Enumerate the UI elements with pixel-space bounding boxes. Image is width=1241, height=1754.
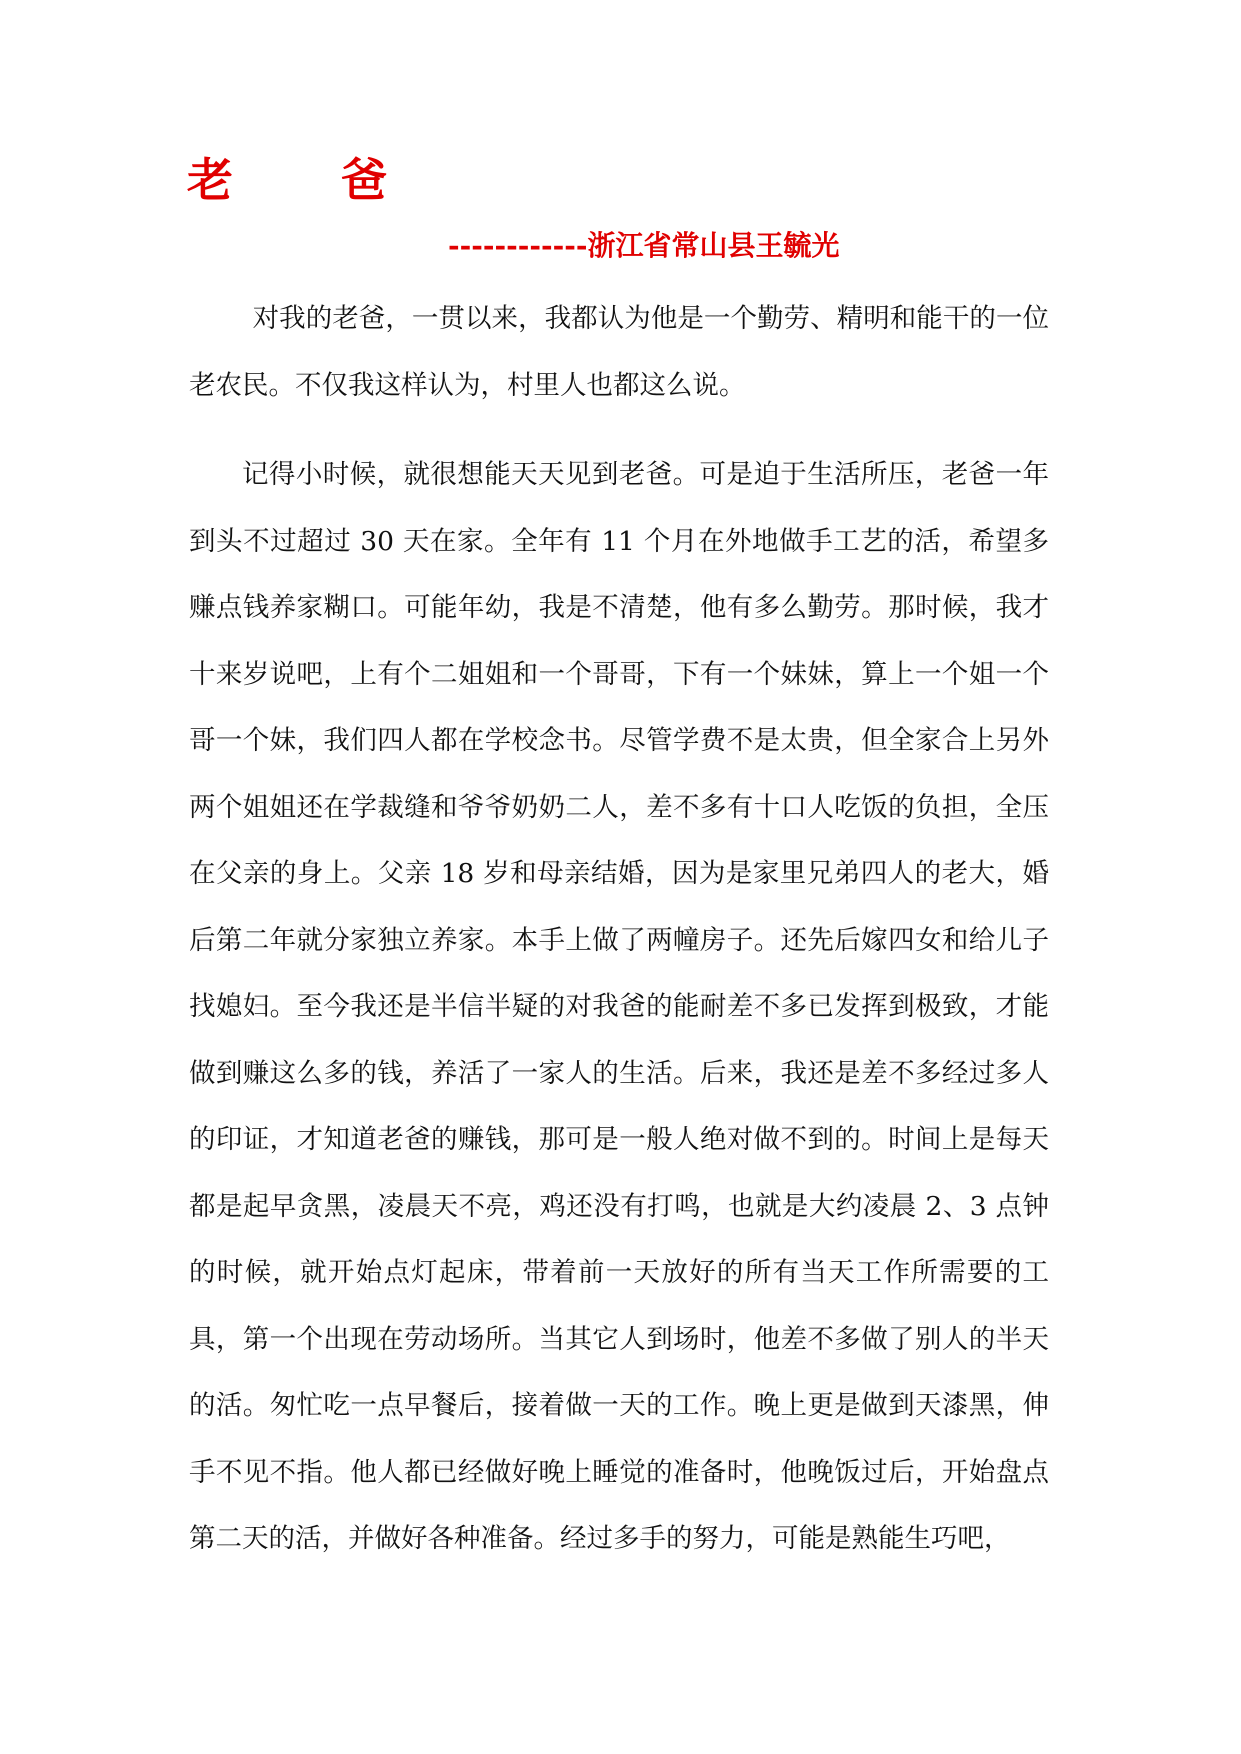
paragraph-2: 记得小时候，就很想能天天见到老爸。可是迫于生活所压，老爸一年到头不过超过 30 天在家。全年有 11 个月在外地做手工艺的活，希望多赚点钱养家糊口。可能年幼，我是不清楚，他有多么勤劳。那时候，我才十来岁说吧，上有个二姐姐和一个哥哥，下有一个妹妹，算上一个姐一个哥一个妹，我们四人都在学校念书。尽管学费不是太贵，但全家合上另外两个姐姐还在学裁缝和爷爷奶奶二人，差不多有十口人吃饭的负担，全压在父亲的身上。父亲 18 岁和母亲结婚，因为是家里兄弟四人的老大，婚后第二年就分家独立养家。本手上做了两幢房子。还先后嫁四女和给儿子找媳妇。至今我还是半信半疑的对我爸的能耐差不多已发挥到极致，才能做到赚这么多的钱，养活了一家人的生活。后来，我还是差不多经过多人的印证，才知道老爸的赚钱，那可是一般人绝对做不到的。时间上是每天都是起早贪黑，凌晨天不亮，鸡还没有打鸣，也就是大约凌晨 2、3 点钟的时候，就开始点灯起床，带着前一天放好的所有当天工作所需要的工具，第一个出现在劳动场所。当其它人到场时，他差不多做了别人的半天的活。匆忙吃一点早餐后，接着做一天的工作。晚上更是做到天漆黑，伸手不见不指。他人都已经做好晚上睡觉的准备时，他晚饭过后，开始盘点第二天的活，并做好各种准备。经过多手的努力，可能是熟能生巧吧， — [189, 459, 1049, 1554]
paragraph-1: 对我的老爸，一贯以来，我都认为他是一个勤劳、精明和能干的一位老农民。不仅我这样认为，村里人也都这么说。 — [189, 303, 1049, 401]
author-byline: ------------浙江省常山县王毓光 — [448, 229, 840, 262]
page-title: 老爸 — [187, 153, 495, 207]
